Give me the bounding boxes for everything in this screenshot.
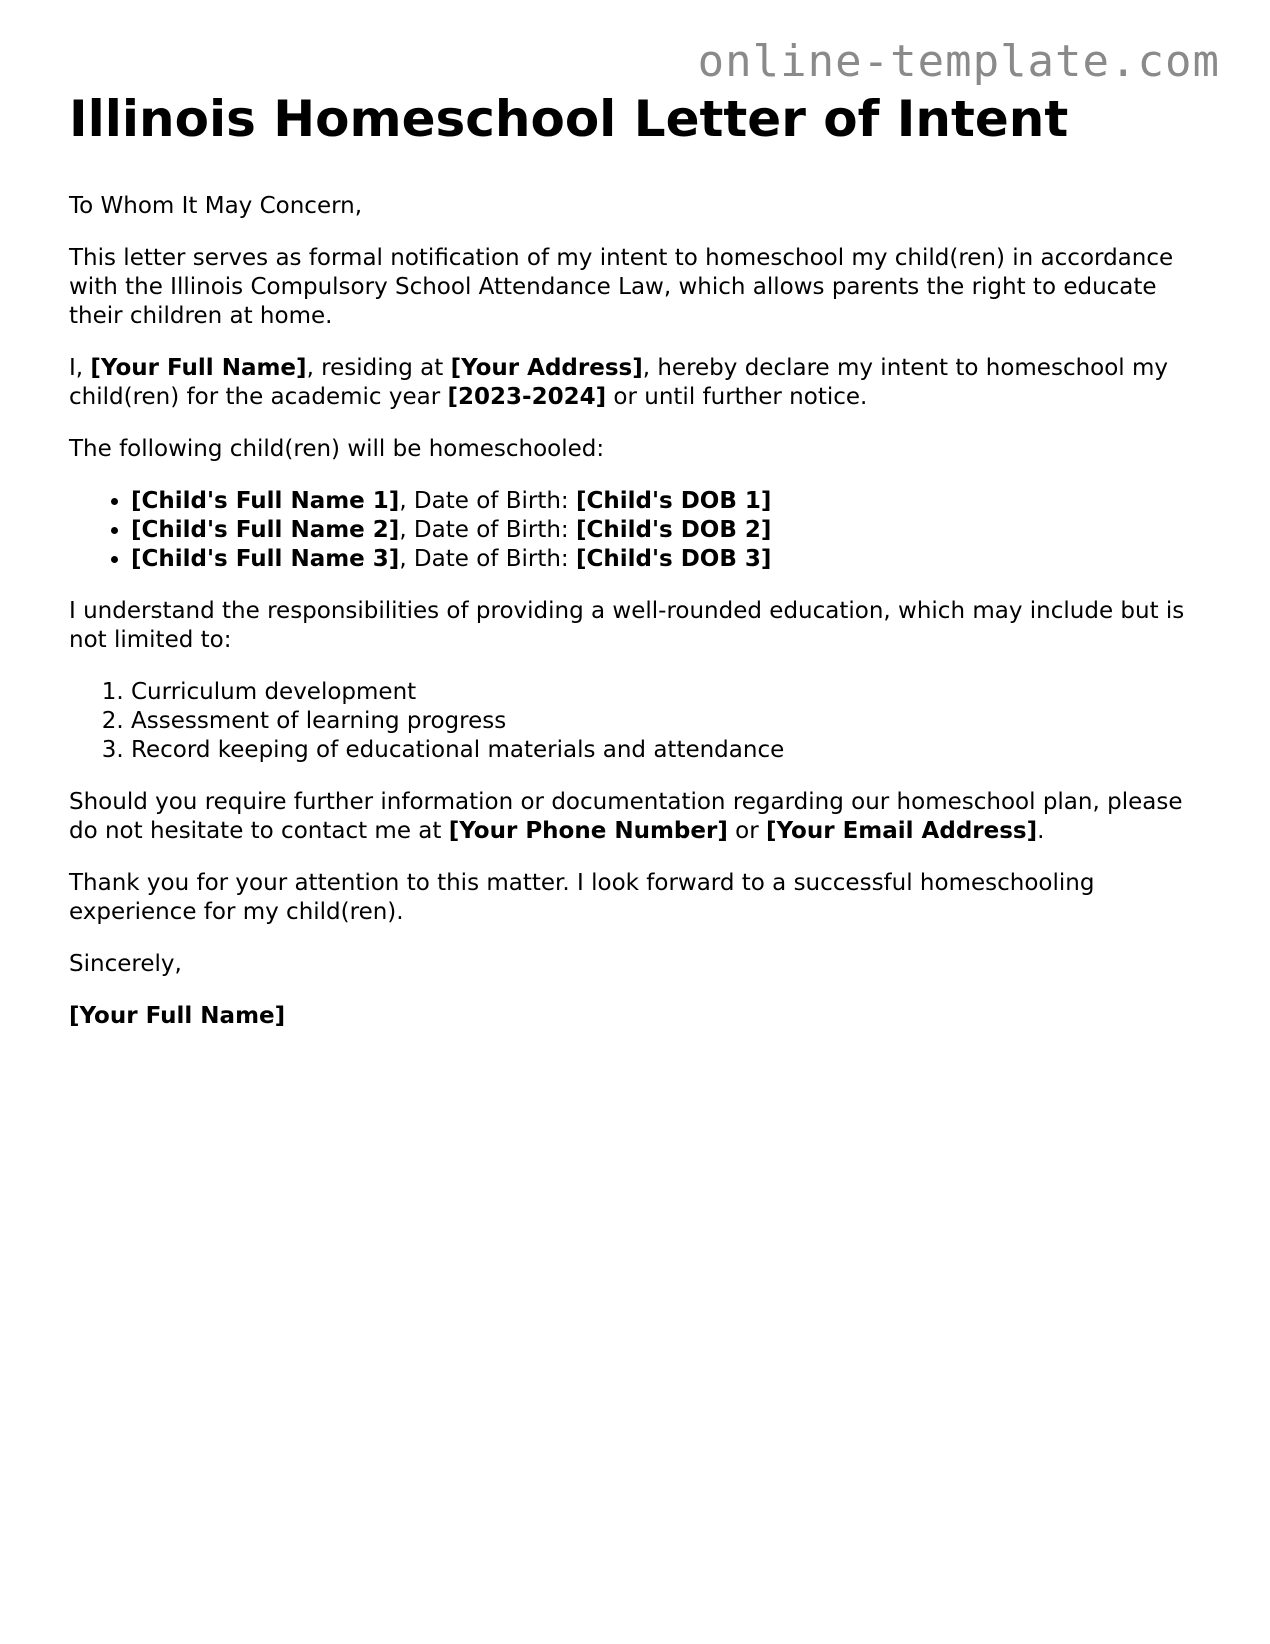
child-list-item	[131, 545, 1209, 574]
declaration-text: or until further notice.	[606, 384, 868, 410]
contact-text: .	[1037, 818, 1045, 844]
responsibility-item: 2. Assessment of learning progress	[131, 707, 1209, 736]
child-list-item	[131, 487, 1209, 516]
thanks-paragraph: Thank you for your attention to this matter. I look forward to a successful homeschooling experience for my child(ren).	[69, 870, 1095, 925]
responsibilities-list	[69, 678, 1209, 765]
children-list	[69, 487, 1209, 574]
signature-placeholder: [Your Full Name]	[69, 1003, 286, 1029]
child-list-item	[131, 516, 1209, 545]
closing: Sincerely,	[69, 951, 182, 977]
responsibilities-intro: I understand the responsibilities of providing a well-rounded education, which may include but is not limited to:	[69, 598, 1185, 653]
responsibility-item: 1. Curriculum development	[131, 678, 1209, 707]
academic-year-placeholder: [2023-2024]	[447, 384, 607, 410]
child-name-placeholder: [Child's Full Name 1]	[131, 488, 400, 514]
declaration-text: I,	[69, 355, 91, 381]
child-dob-placeholder: [Child's DOB 3]	[575, 546, 772, 572]
child-dob-placeholder: [Child's DOB 1]	[575, 488, 772, 514]
signature-paragraph	[69, 1002, 1209, 1031]
letter-document	[69, 86, 1209, 1054]
responsibility-item: 3. Record keeping of educational materials and attendance	[131, 736, 1209, 765]
contact-text: or	[727, 818, 766, 844]
document-title: Illinois Homeschool Letter of Intent	[69, 90, 1069, 148]
declaration-text: , hereby declare my intent to homeschool my child(ren) for the academic year	[69, 355, 1169, 410]
intro-paragraph: This letter serves as formal notification of my intent to homeschool my child(ren) in accordance with the Illinois Compulsory School Attendance Law, which allows parents the right to educate their children at home.	[69, 245, 1174, 329]
contact-paragraph	[69, 788, 1209, 846]
dob-label: , Date of Birth:	[399, 517, 576, 543]
declaration-paragraph	[69, 354, 1209, 412]
child-name-placeholder: [Child's Full Name 2]	[131, 517, 400, 543]
address-placeholder: [Your Address]	[450, 355, 643, 381]
parent-name-placeholder: [Your Full Name]	[90, 355, 307, 381]
phone-placeholder: [Your Phone Number]	[448, 818, 728, 844]
contact-text: Should you require further information or documentation regarding our homeschool plan, please do not hesitate to contact me at	[69, 789, 1183, 844]
dob-label: , Date of Birth:	[399, 488, 576, 514]
dob-label: , Date of Birth:	[399, 546, 576, 572]
child-name-placeholder: [Child's Full Name 3]	[131, 546, 400, 572]
email-placeholder: [Your Email Address]	[766, 818, 1038, 844]
declaration-text: , residing at	[306, 355, 451, 381]
children-intro: The following child(ren) will be homeschooled:	[69, 436, 605, 462]
watermark-text: online-template.com	[697, 36, 1220, 87]
salutation: To Whom It May Concern,	[69, 193, 363, 219]
child-dob-placeholder: [Child's DOB 2]	[575, 517, 772, 543]
